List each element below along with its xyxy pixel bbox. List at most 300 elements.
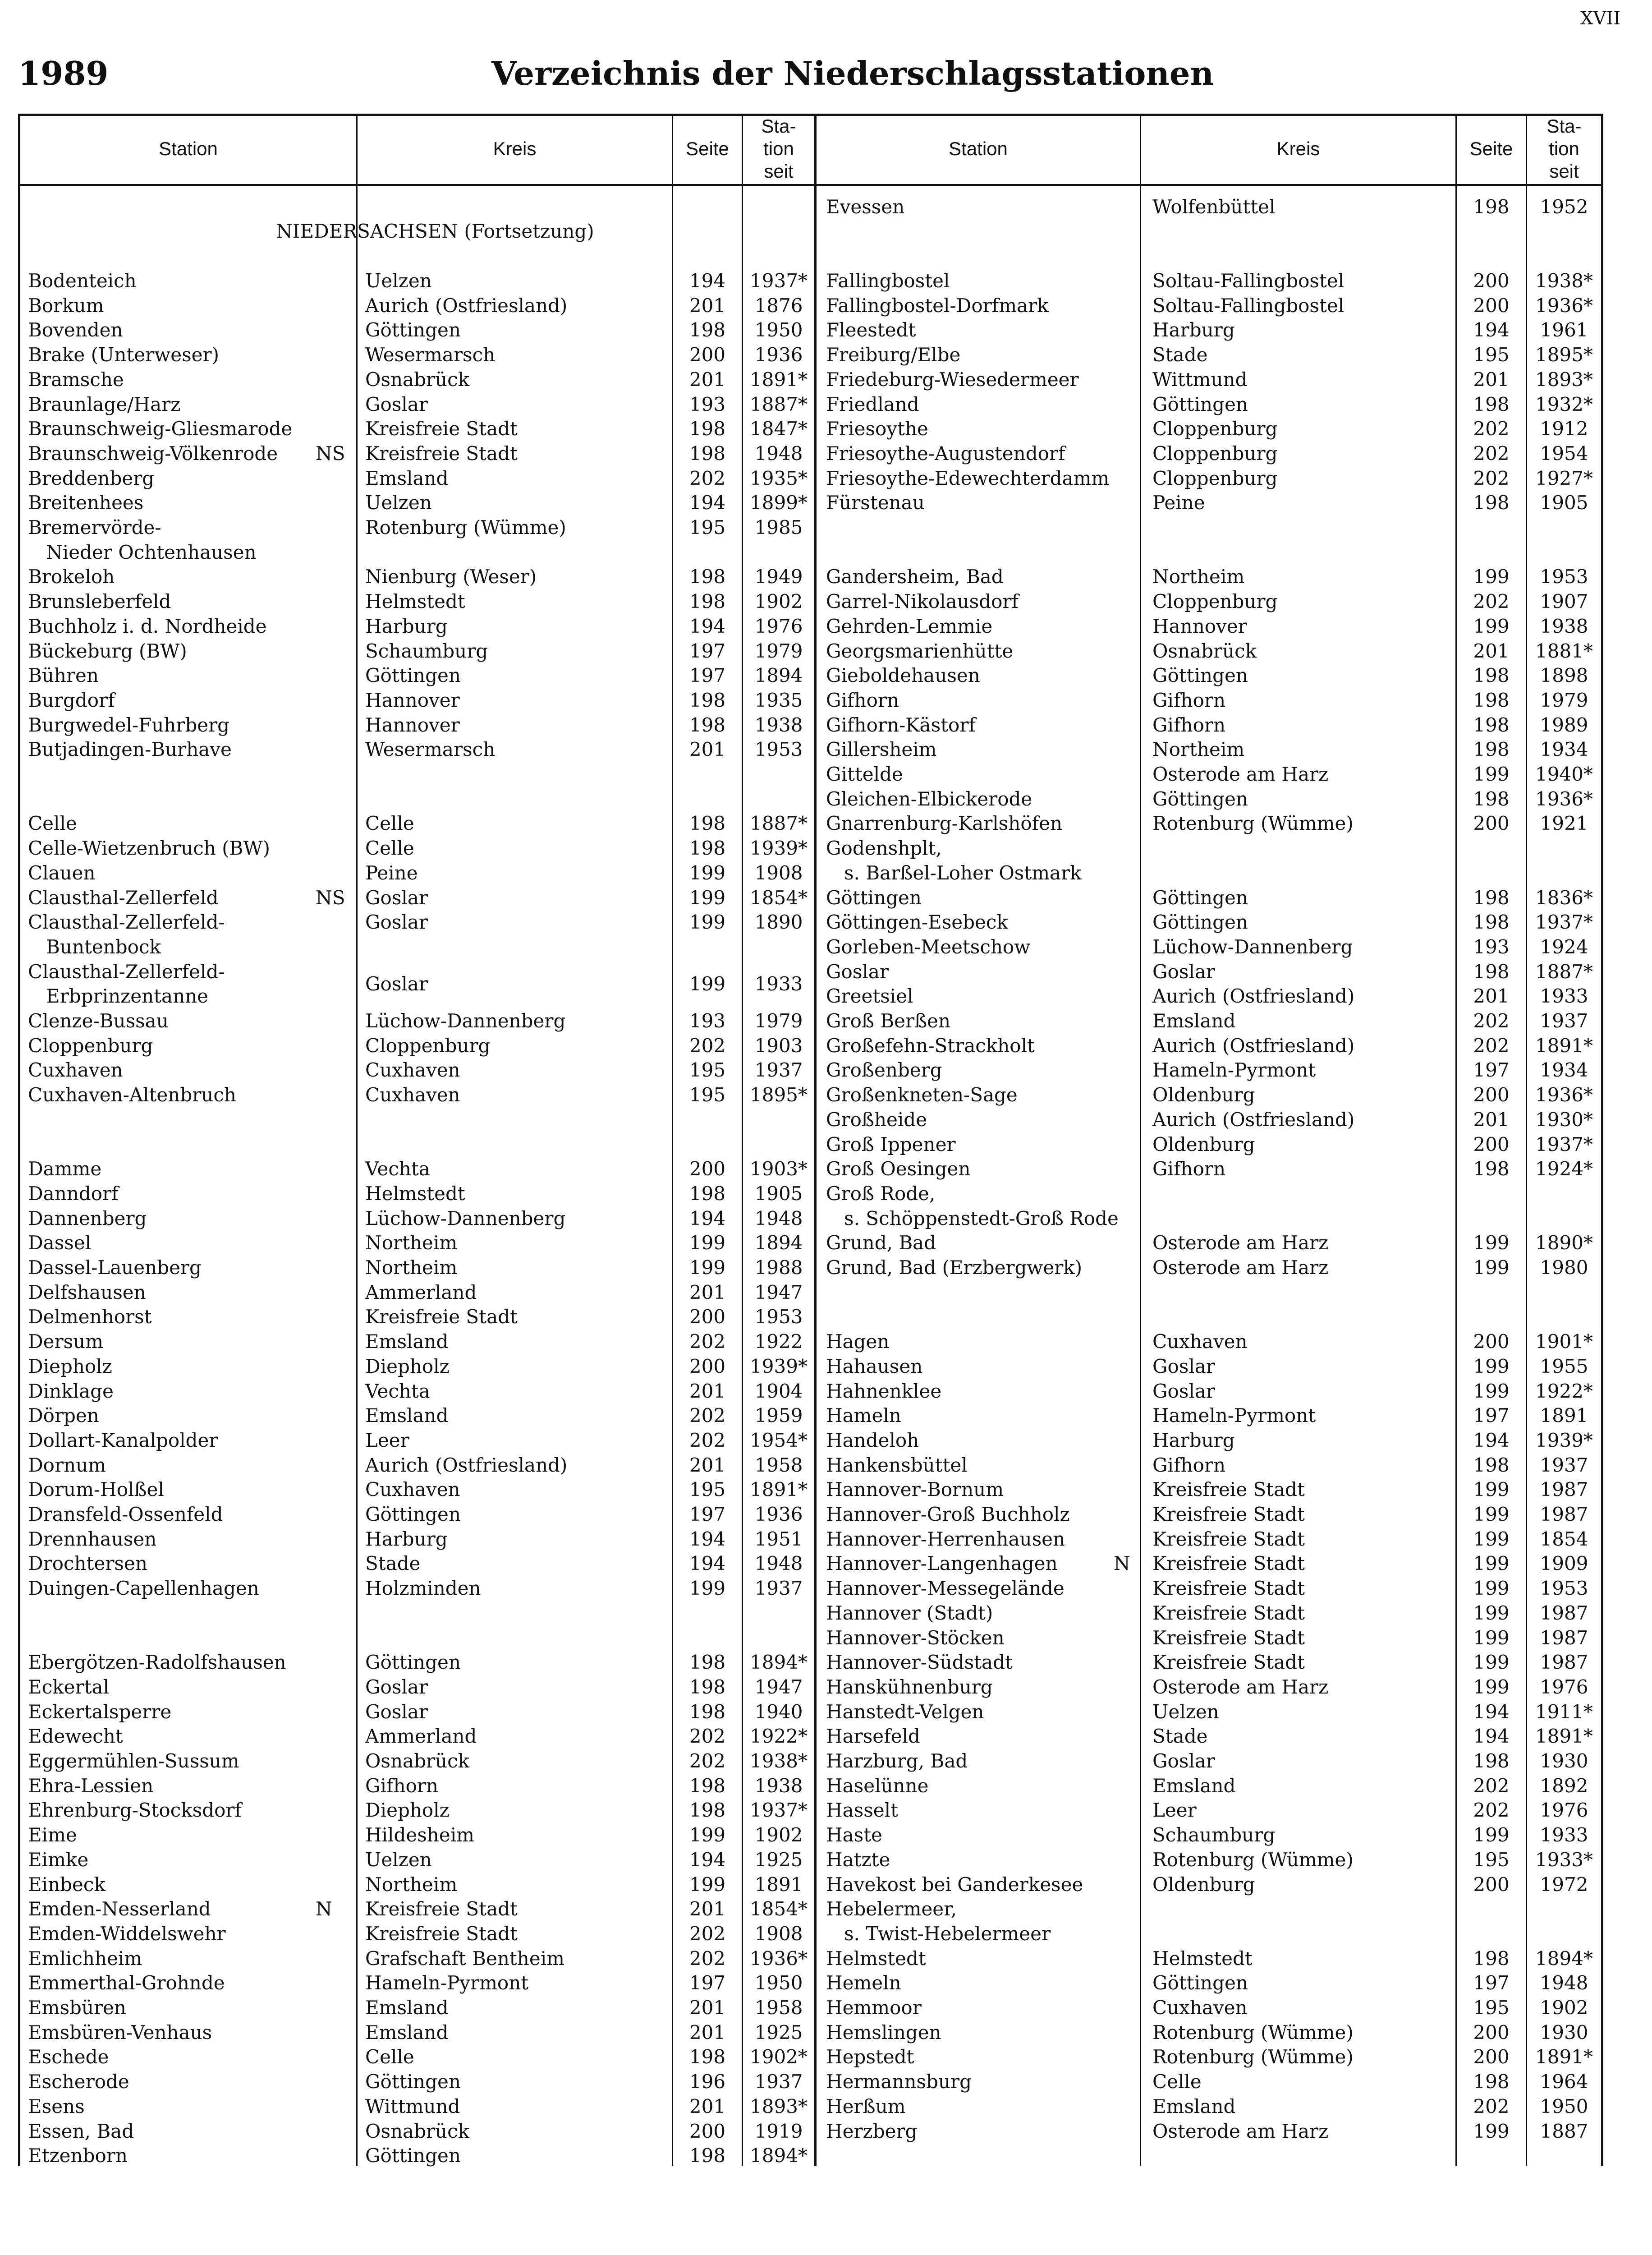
seite: 202: [1473, 418, 1510, 440]
station-name: Einbeck: [28, 1873, 106, 1896]
station-name: Duingen-Capellenhagen: [28, 1577, 259, 1600]
station-name: Hannover-Bornum: [826, 1478, 1004, 1501]
kreis: Emsland: [365, 1997, 449, 2019]
seite: 201: [689, 738, 726, 761]
kreis: Emsland: [365, 1330, 449, 1353]
station-name: Delfshausen: [28, 1281, 146, 1303]
seite: 194: [689, 270, 726, 292]
year-heading: 1989: [18, 54, 109, 92]
seite: 200: [1473, 1084, 1510, 1106]
kreis: Gifhorn: [1152, 1158, 1225, 1180]
station-name: Hemeln: [826, 1972, 901, 1994]
kreis: Emsland: [1152, 1010, 1236, 1032]
kreis: Göttingen: [365, 319, 461, 341]
station-name: Dassel: [28, 1232, 92, 1254]
station-since: 1939*: [750, 837, 808, 860]
seite: 199: [1473, 1256, 1510, 1279]
station-since: 1890: [754, 911, 803, 934]
seite: 199: [1473, 1478, 1510, 1501]
seite: 194: [1473, 1725, 1510, 1748]
kreis: Uelzen: [365, 492, 432, 514]
kreis: Northeim: [365, 1232, 458, 1254]
seite: 198: [689, 1651, 726, 1674]
kreis: Goslar: [365, 886, 428, 909]
seite: 197: [1473, 1059, 1510, 1081]
station-name: Friesoythe: [826, 418, 928, 440]
station-name: Cuxhaven: [28, 1059, 123, 1081]
seite: 201: [689, 2021, 726, 2043]
station-name: Ebergötzen-Radolfshausen: [28, 1651, 286, 1674]
station-since: 1894*: [750, 2145, 808, 2167]
station-since: 1937: [754, 2071, 803, 2093]
station-name: Helmstedt: [826, 1947, 926, 1970]
seite: 194: [1473, 1700, 1510, 1723]
station-since: 1894: [754, 1232, 803, 1254]
seite: 199: [1473, 1528, 1510, 1550]
station-name: Großenberg: [826, 1059, 942, 1081]
station-name: Damme: [28, 1158, 102, 1180]
seite: 198: [689, 812, 726, 835]
kreis: Wittmund: [365, 2095, 460, 2117]
station-since: 1940: [754, 1700, 803, 1723]
kreis: Kreisfreie Stadt: [1152, 1503, 1305, 1525]
kreis: Cuxhaven: [1152, 1997, 1248, 2019]
station-since: 1937: [1540, 1010, 1588, 1032]
station-name: Göttingen-Esebeck: [826, 911, 1008, 934]
kreis: Göttingen: [365, 664, 461, 687]
station-since: 1936: [754, 1503, 803, 1525]
seite: 198: [1473, 886, 1510, 909]
kreis: Vechta: [365, 1158, 430, 1180]
kreis: Holzminden: [365, 1577, 481, 1600]
kreis: Goslar: [365, 972, 428, 995]
seite: 200: [689, 344, 726, 366]
station-since: 1902: [1540, 1997, 1588, 2019]
kreis: Schaumburg: [365, 640, 488, 662]
seite: 198: [689, 837, 726, 860]
kreis: Aurich (Ostfriesland): [365, 294, 568, 317]
station-name: Groß Ippener: [826, 1133, 956, 1155]
station-since: 1954*: [750, 1429, 808, 1451]
seite: 194: [689, 492, 726, 514]
station-name: Hagen: [826, 1330, 890, 1353]
station-name: Großenkneten-Sage: [826, 1084, 1018, 1106]
station-since: 1948: [754, 1207, 803, 1229]
station-name: Hermannsburg: [826, 2071, 972, 2093]
header-seite-left: Seite: [686, 138, 729, 159]
station-name: Eggermühlen-Sussum: [28, 1750, 239, 1772]
seite: 201: [689, 1997, 726, 2019]
seite: 198: [1473, 1947, 1510, 1970]
station-name: Emlichheim: [28, 1947, 142, 1970]
seite: 202: [689, 1750, 726, 1772]
station-name: Garrel-Nikolausdorf: [826, 590, 1019, 613]
seite: 198: [1473, 393, 1510, 415]
kreis: Goslar: [1152, 1380, 1215, 1402]
station-name: Clausthal-Zellerfeld: [28, 886, 219, 909]
station-since: 1950: [754, 1972, 803, 1994]
station-since: 1987: [1540, 1503, 1588, 1525]
seite: 201: [1473, 640, 1510, 662]
seite: 202: [689, 1429, 726, 1451]
seite: 199: [1473, 1380, 1510, 1402]
station-name: Haselünne: [826, 1774, 929, 1797]
station-since: 1950: [754, 319, 803, 341]
kreis: Leer: [365, 1429, 409, 1451]
station-since: 1919: [754, 2120, 803, 2142]
seite: 198: [1473, 2071, 1510, 2093]
kreis: Kreisfreie Stadt: [1152, 1626, 1305, 1649]
station-since: 1895*: [1535, 344, 1593, 366]
station-name: Herzberg: [826, 2120, 918, 2142]
station-name: Drennhausen: [28, 1528, 157, 1550]
station-since: 1953: [1540, 566, 1588, 588]
station-name: Hannover-Langenhagen: [826, 1552, 1058, 1575]
kreis: Peine: [1152, 492, 1205, 514]
station-since: 1950: [1540, 2095, 1588, 2117]
seite: 194: [1473, 1429, 1510, 1451]
seite: 199: [1473, 1503, 1510, 1525]
kreis: Leer: [1152, 1799, 1197, 1822]
kreis: Göttingen: [365, 2071, 461, 2093]
station-since: 1891*: [1535, 1034, 1593, 1057]
seite: 201: [689, 368, 726, 391]
station-since: 1964: [1540, 2071, 1588, 2093]
station-name: Friedland: [826, 393, 919, 415]
station-name: Groß Rode,: [826, 1182, 936, 1205]
station-name: Hannover-Stöcken: [826, 1626, 1005, 1649]
station-since: 1938*: [1535, 270, 1593, 292]
seite: 199: [1473, 1577, 1510, 1600]
station-since: 1954: [1540, 442, 1588, 465]
kreis: Cuxhaven: [365, 1478, 460, 1501]
station-name: Butjadingen-Burhave: [28, 738, 232, 761]
station-name: Brunsleberfeld: [28, 590, 171, 613]
seite: 198: [689, 442, 726, 465]
seite: 198: [689, 1799, 726, 1822]
station-since: 1847*: [750, 418, 808, 440]
station-name: Haste: [826, 1824, 882, 1846]
station-since: 1939*: [750, 1355, 808, 1377]
seite: 198: [1473, 492, 1510, 514]
seite: 200: [1473, 2046, 1510, 2068]
station-since: 1959: [754, 1404, 803, 1427]
station-name: Esens: [28, 2095, 85, 2117]
seite: 197: [689, 1503, 726, 1525]
kreis: Celle: [365, 812, 414, 835]
station-name: Escherode: [28, 2071, 129, 2093]
station-since: 1909: [1540, 1552, 1588, 1575]
seite: 194: [689, 1552, 726, 1575]
seite: 200: [1473, 294, 1510, 317]
kreis: Hannover: [365, 689, 460, 711]
kreis: Oldenburg: [1152, 1133, 1255, 1155]
kreis: Schaumburg: [1152, 1824, 1276, 1846]
station-since: 1948: [754, 1552, 803, 1575]
station-since: 1955: [1540, 1355, 1588, 1377]
seite: 195: [1473, 1848, 1510, 1871]
station-since: 1936*: [1535, 1084, 1593, 1106]
station-name: Burgdorf: [28, 689, 115, 711]
station-name: Buchholz i. d. Nordheide: [28, 615, 267, 637]
station-since: 1911*: [1535, 1700, 1593, 1723]
station-since: 1930*: [1535, 1108, 1593, 1131]
station-name: Dransfeld-Ossenfeld: [28, 1503, 223, 1525]
seite: 202: [689, 1404, 726, 1427]
seite: 194: [689, 615, 726, 637]
seite: 197: [689, 1972, 726, 1994]
seite: 200: [689, 2120, 726, 2142]
seite: 199: [689, 1873, 726, 1896]
seite: 196: [689, 2071, 726, 2093]
header-seite-right: Seite: [1469, 138, 1513, 159]
station-name: Gleichen-Elbickerode: [826, 787, 1032, 810]
divider-center: [814, 114, 817, 2166]
kreis: Cloppenburg: [1152, 442, 1278, 465]
kreis: Göttingen: [365, 2145, 461, 2167]
station-since: 1907: [1540, 590, 1588, 613]
seite: 201: [689, 294, 726, 317]
station-since: 1904: [754, 1380, 803, 1402]
kreis: Goslar: [365, 1675, 428, 1698]
seite: 194: [689, 1207, 726, 1229]
seite: 199: [1473, 763, 1510, 785]
station-name: Eimke: [28, 1848, 89, 1871]
station-since: 1891: [754, 1873, 803, 1896]
station-name: Herßum: [826, 2095, 906, 2117]
kreis: Osterode am Harz: [1152, 1232, 1329, 1254]
station-name: Bremervörde-: [28, 516, 161, 538]
station-since: 1881*: [1535, 640, 1593, 662]
kreis: Stade: [365, 1552, 421, 1575]
station-name: Hepstedt: [826, 2046, 914, 2068]
kreis: Emsland: [1152, 2095, 1236, 2117]
kreis: Oldenburg: [1152, 1084, 1255, 1106]
kreis: Cloppenburg: [1152, 590, 1278, 613]
station-since: 1894: [754, 664, 803, 687]
seite: 199: [689, 861, 726, 884]
station-name: Ehra-Lessien: [28, 1774, 154, 1797]
station-since: 1899*: [750, 492, 808, 514]
station-since: 1925: [754, 1848, 803, 1871]
station-name: Clauen: [28, 861, 96, 884]
station-name: Fallingbostel: [826, 270, 950, 292]
station-since: 1933: [1540, 1824, 1588, 1846]
station-name: Hankensbüttel: [826, 1454, 968, 1476]
kreis: Kreisfreie Stadt: [365, 1898, 518, 1920]
seite: 201: [689, 1281, 726, 1303]
station-name: Erbprinzentanne: [28, 985, 209, 1008]
kreis: Cloppenburg: [1152, 467, 1278, 489]
seite: 198: [689, 1182, 726, 1205]
seite: 198: [1473, 911, 1510, 934]
station-name: Gnarrenburg-Karlshöfen: [826, 812, 1063, 835]
station-since: 1891*: [1535, 2046, 1593, 2068]
station-name: Bodenteich: [28, 270, 137, 292]
station-name: Diepholz: [28, 1355, 112, 1377]
seite: 199: [1473, 615, 1510, 637]
station-name: Groß Oesingen: [826, 1158, 971, 1180]
kreis: Soltau-Fallingbostel: [1152, 294, 1345, 317]
station-since: 1895*: [750, 1084, 808, 1106]
station-since: 1892: [1540, 1774, 1588, 1797]
station-since: 1937*: [1535, 911, 1593, 934]
seite: 199: [1473, 2120, 1510, 2142]
station-name: Evessen: [826, 195, 905, 218]
kreis: Kreisfreie Stadt: [365, 442, 518, 465]
station-since: 1934: [1540, 1059, 1588, 1081]
station-note: N: [316, 1898, 332, 1920]
station-since: 1940*: [1535, 763, 1593, 785]
seite: 199: [689, 1824, 726, 1846]
seite: 202: [1473, 442, 1510, 465]
station-since: 1936*: [1535, 787, 1593, 810]
station-since: 1937*: [750, 270, 808, 292]
seite: 202: [689, 467, 726, 489]
station-name: Hebelermeer,: [826, 1898, 957, 1920]
kreis: Gifhorn: [1152, 1454, 1225, 1476]
seite: 202: [689, 1725, 726, 1748]
kreis: Northeim: [365, 1256, 458, 1279]
header-station-left: Station: [159, 138, 218, 159]
station-since: 1948: [1540, 1972, 1588, 1994]
station-name: Friedeburg-Wiesedermeer: [826, 368, 1079, 391]
station-since: 1937: [754, 1577, 803, 1600]
station-since: 1936*: [1535, 294, 1593, 317]
station-name: Handeloh: [826, 1429, 919, 1451]
seite: 200: [1473, 1133, 1510, 1155]
kreis: Göttingen: [1152, 911, 1248, 934]
station-since: 1894*: [1535, 1947, 1593, 1970]
station-name: Gifhorn: [826, 689, 899, 711]
station-name: Gifhorn-Kästorf: [826, 713, 976, 736]
station-since: 1987: [1540, 1626, 1588, 1649]
seite: 199: [689, 972, 726, 995]
seite: 200: [689, 1306, 726, 1328]
station-since: 1922: [754, 1330, 803, 1353]
kreis: Kreisfreie Stadt: [365, 1306, 518, 1328]
kreis: Hildesheim: [365, 1824, 474, 1846]
seite: 200: [1473, 2021, 1510, 2043]
station-name: Havekost bei Ganderkesee: [826, 1873, 1083, 1896]
station-name: Dorum-Holßel: [28, 1478, 164, 1501]
station-name: Borkum: [28, 294, 104, 317]
seite: 197: [1473, 1404, 1510, 1427]
kreis: Cloppenburg: [1152, 418, 1278, 440]
station-since: 1937: [1540, 1454, 1588, 1476]
station-since: 1949: [754, 566, 803, 588]
station-since: 1947: [754, 1281, 803, 1303]
station-since: 1912: [1540, 418, 1588, 440]
seite: 201: [689, 2095, 726, 2117]
kreis: Helmstedt: [365, 590, 465, 613]
station-name: Hannover-Groß Buchholz: [826, 1503, 1070, 1525]
station-since: 1887*: [1535, 960, 1593, 983]
station-name: Cloppenburg: [28, 1034, 153, 1057]
station-name: Dörpen: [28, 1404, 99, 1427]
seite: 202: [1473, 1799, 1510, 1822]
station-since: 1934: [1540, 738, 1588, 761]
station-since: 1953: [1540, 1577, 1588, 1600]
station-name: Fürstenau: [826, 492, 925, 514]
seite: 197: [689, 664, 726, 687]
station-name: Harsefeld: [826, 1725, 920, 1748]
seite: 202: [1473, 1010, 1510, 1032]
kreis: Goslar: [1152, 960, 1215, 983]
station-since: 1936*: [750, 1947, 808, 1970]
station-name: Buntenbock: [28, 935, 161, 958]
station-name: Greetsiel: [826, 985, 913, 1008]
station-name: Emmerthal-Grohnde: [28, 1972, 225, 1994]
header-seit-left: Sta- tion seit: [761, 115, 796, 182]
station-since: 1930: [1540, 1750, 1588, 1772]
kreis: Wesermarsch: [365, 344, 496, 366]
seite: 197: [1473, 1972, 1510, 1994]
kreis: Nienburg (Weser): [365, 566, 537, 588]
station-since: 1948: [754, 442, 803, 465]
station-since: 1893*: [750, 2095, 808, 2117]
station-since: 1854: [1540, 1528, 1588, 1550]
kreis: Northeim: [365, 1873, 458, 1896]
station-name: Burgwedel-Fuhrberg: [28, 713, 230, 736]
station-name: Gehrden-Lemmie: [826, 615, 993, 637]
station-name: Drochtersen: [28, 1552, 147, 1575]
kreis: Vechta: [365, 1380, 430, 1402]
station-name: Gieboldehausen: [826, 664, 980, 687]
seite: 193: [1473, 935, 1510, 958]
kreis: Osterode am Harz: [1152, 763, 1329, 785]
seite: 194: [1473, 319, 1510, 341]
kreis: Aurich (Ostfriesland): [1152, 1034, 1355, 1057]
station-since: 1854*: [750, 1898, 808, 1920]
kreis: Rotenburg (Wümme): [1152, 812, 1354, 835]
station-name: Georgsmarienhütte: [826, 640, 1014, 662]
kreis: Göttingen: [1152, 664, 1248, 687]
kreis: Diepholz: [365, 1355, 450, 1377]
kreis: Aurich (Ostfriesland): [365, 1454, 568, 1476]
kreis: Cloppenburg: [365, 1034, 491, 1057]
kreis: Aurich (Ostfriesland): [1152, 985, 1355, 1008]
kreis: Northeim: [1152, 566, 1245, 588]
kreis: Göttingen: [1152, 393, 1248, 415]
station-name: Eckertalsperre: [28, 1700, 172, 1723]
station-since: 1979: [1540, 689, 1588, 711]
station-since: 1972: [1540, 1873, 1588, 1896]
seite: 199: [1473, 566, 1510, 588]
station-since: 1924: [1540, 935, 1588, 958]
kreis: Cuxhaven: [1152, 1330, 1248, 1353]
station-since: 1976: [1540, 1675, 1588, 1698]
station-since: 1935: [754, 689, 803, 711]
seite: 199: [689, 1256, 726, 1279]
seite: 198: [689, 713, 726, 736]
kreis: Wittmund: [1152, 368, 1248, 391]
station-name: Eckertal: [28, 1675, 109, 1698]
station-since: 1930: [1540, 2021, 1588, 2043]
kreis: Gifhorn: [1152, 689, 1225, 711]
station-name: Grund, Bad (Erzbergwerk): [826, 1256, 1083, 1279]
kreis: Kreisfreie Stadt: [1152, 1577, 1305, 1600]
page-title: Verzeichnis der Niederschlagsstationen: [491, 54, 1214, 92]
station-name: s. Barßel-Loher Ostmark: [826, 861, 1082, 884]
seite: 201: [689, 1454, 726, 1476]
kreis: Gifhorn: [365, 1774, 438, 1797]
kreis: Kreisfreie Stadt: [1152, 1552, 1305, 1575]
seite: 195: [689, 516, 726, 538]
seite: 195: [1473, 344, 1510, 366]
seite: 198: [689, 689, 726, 711]
divider-right-kreis: [1140, 114, 1141, 2166]
